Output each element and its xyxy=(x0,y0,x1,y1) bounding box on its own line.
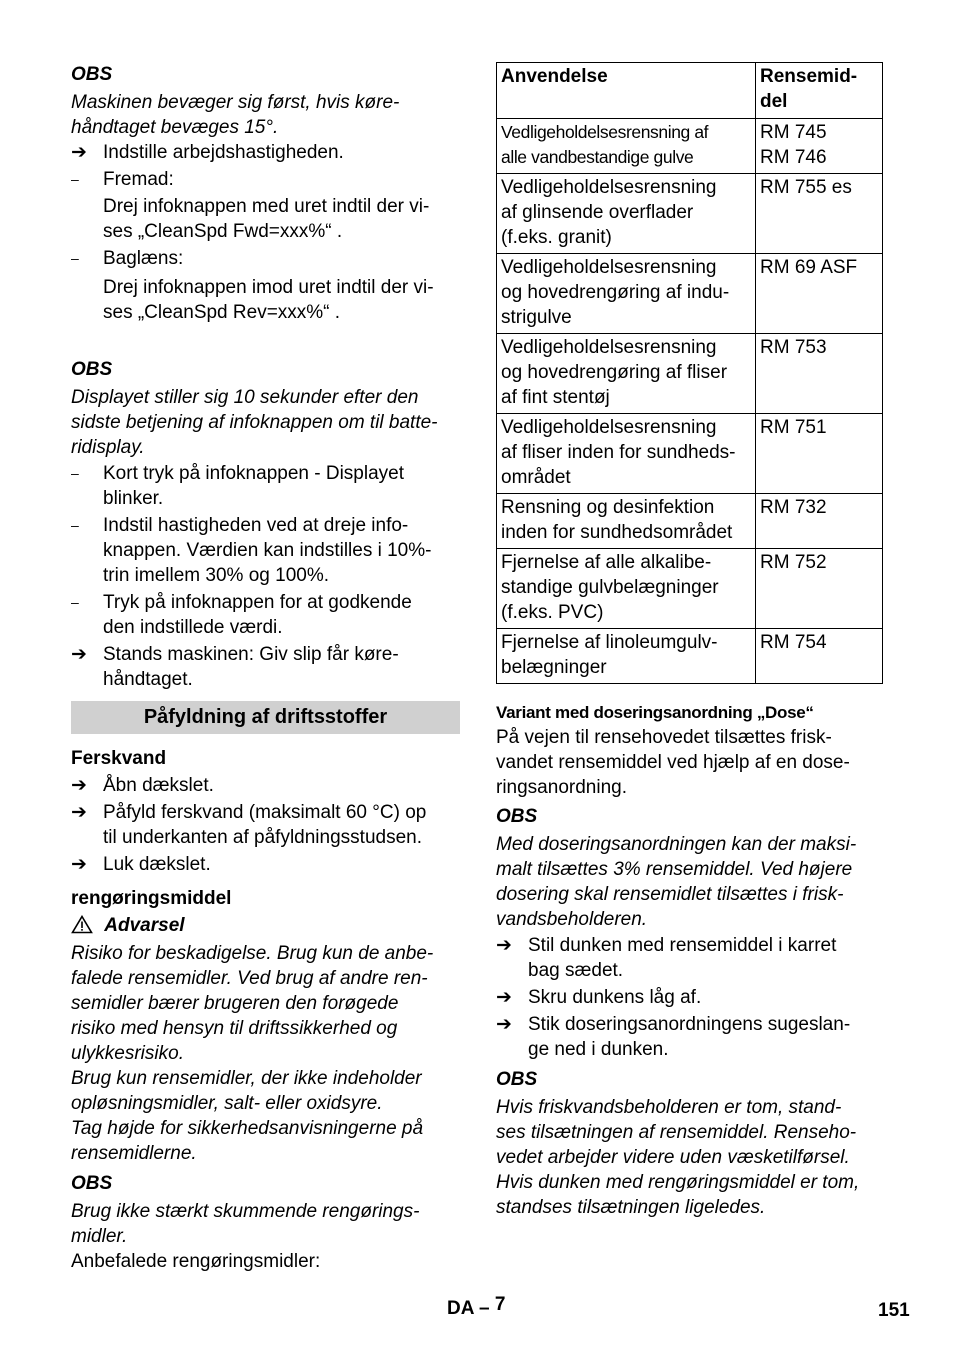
table-cell: Vedligeholdelsesrensning af alle vandbestandige gulve xyxy=(497,119,756,174)
step-item xyxy=(71,852,460,877)
table-cell: Vedligeholdelsesrensning af glinsende overflader (f.eks. granit) xyxy=(497,174,756,254)
recommended-text: Anbefalede rengøringsmidler: xyxy=(71,1251,321,1272)
arrow-right-icon: ➔ xyxy=(71,142,87,163)
variant-heading: Variant med doseringsanordning „Dose“ xyxy=(496,703,814,722)
arrow-right-icon: ➔ xyxy=(71,802,87,823)
table-cell: RM 69 ASF xyxy=(756,254,883,334)
reverse-text: Drej infoknappen imod uret indtil der vi- ses „CleanSpd Rev=xxx%“ . xyxy=(103,277,434,323)
warning-text: Brug kun rensemidler, der ikke indeholder opløsningsmidler, salt- eller oxidsyre. xyxy=(71,1068,422,1114)
dash-item xyxy=(71,167,460,192)
left-column xyxy=(71,62,460,1274)
step-text: Luk dækslet. xyxy=(103,854,211,875)
step-text: Påfyld ferskvand (maksimalt 60 °C) op til underkanten af påfyldningsstudsen. xyxy=(103,802,427,848)
arrow-right-icon: ➔ xyxy=(496,1014,512,1035)
forward-label: Fremad: xyxy=(103,169,174,190)
dash-text: Tryk på infoknappen for at godkende den indstillede værdi. xyxy=(103,592,412,638)
arrow-right-icon: ➔ xyxy=(71,775,87,796)
obs-label: OBS xyxy=(71,359,113,380)
table-row xyxy=(497,549,883,629)
step-item xyxy=(496,985,883,1010)
table-cell: RM 745 RM 746 xyxy=(756,119,883,174)
variant-text: På vejen til rensehovedet tilsættes frisk- vandet rensemiddel ved hjælp af en dose- ringsanordning. xyxy=(496,727,850,798)
table-header-cell: Anvendelse xyxy=(497,63,756,119)
arrow-right-icon: ➔ xyxy=(71,854,87,875)
dash-item xyxy=(71,513,460,588)
step-text: Stands maskinen: Giv slip får køre- håndtaget. xyxy=(103,644,399,690)
dash-bullet: – xyxy=(71,465,79,481)
obs-note: Displayet stiller sig 10 sekunder efter den sidste betjening af infoknappen om til batte- ridisplay. xyxy=(71,387,438,458)
obs-note: Med doseringsanordningen kan der maksi- malt tilsættes 3% rensemiddel. Ved højere dosering skal rensemidlet tilsættes i frisk- vandsbeholderen. xyxy=(496,834,857,930)
dash-bullet: – xyxy=(71,250,79,266)
table-row xyxy=(497,174,883,254)
warning-text: Risiko for beskadigelse. Brug kun de anbe- falede rensemidler. Ved brug af andre ren- semidler bærer brugeren den forøgede risiko med hensyn til driftssikkerhed og ulykkesrisiko. xyxy=(71,943,434,1064)
table-cell: RM 754 xyxy=(756,629,883,684)
obs-note: Brug ikke stærkt skummende rengørings- midler. xyxy=(71,1201,420,1247)
step-item xyxy=(71,800,460,850)
dash-text: Indstil hastigheden ved at dreje info- knappen. Værdien kan indstilles i 10%- trin imellem 30% og 100%. xyxy=(103,515,432,586)
obs-label: OBS xyxy=(496,1069,538,1090)
table-cell: RM 751 xyxy=(756,414,883,494)
footer-local-page: 7 xyxy=(494,1294,506,1315)
page-number: 151 xyxy=(878,1300,910,1321)
warning-text: Tag højde for sikkerhedsanvisningerne på rensemidlerne. xyxy=(71,1118,424,1164)
table-cell: Vedligeholdelsesrensning og hovedrengøring af fliser af fint stentøj xyxy=(497,334,756,414)
table-row xyxy=(497,334,883,414)
dash-item xyxy=(71,461,460,511)
step-item xyxy=(496,1012,883,1062)
step-item xyxy=(71,773,460,798)
obs-label: OBS xyxy=(496,806,538,827)
dash-bullet: – xyxy=(71,594,79,610)
step-item xyxy=(71,642,460,692)
table-row xyxy=(497,254,883,334)
table-cell: RM 732 xyxy=(756,494,883,549)
dash-bullet: – xyxy=(71,171,79,187)
warning-label: Advarsel xyxy=(104,915,185,936)
dash-item xyxy=(71,590,460,640)
cleaner-heading: rengøringsmiddel xyxy=(71,888,232,909)
step-item xyxy=(71,140,460,165)
ferskvand-heading: Ferskvand xyxy=(71,748,167,769)
step-text: Åbn dækslet. xyxy=(103,775,214,796)
cleaner-table xyxy=(496,62,883,684)
table-cell: Rensning og desinfektion inden for sundhedsområdet xyxy=(497,494,756,549)
warning-header xyxy=(71,913,460,938)
dash-item xyxy=(71,246,460,271)
obs-note: Hvis friskvandsbeholderen er tom, stand- ses tilsætningen af rensemiddel. Renseho- vedet arbejder videre uden væsketilførsel. Hvis dunken med rengøringsmiddel er tom, standses tilsætningen ligeledes. xyxy=(496,1097,860,1218)
table-row xyxy=(497,494,883,549)
right-column xyxy=(496,62,883,1220)
footer-section: DA xyxy=(447,1298,474,1319)
table-cell: Vedligeholdelsesrensning og hovedrengøring af indu- strigulve xyxy=(497,254,756,334)
arrow-right-icon: ➔ xyxy=(71,644,87,665)
step-text: Indstille arbejdshastigheden. xyxy=(103,142,344,163)
dash-bullet: – xyxy=(71,517,79,533)
table-row xyxy=(497,414,883,494)
table-row xyxy=(497,629,883,684)
reverse-label: Baglæns: xyxy=(103,248,184,269)
table-cell: RM 755 es xyxy=(756,174,883,254)
forward-text: Drej infoknappen med uret indtil der vi- ses „CleanSpd Fwd=xxx%“ . xyxy=(103,196,430,242)
dash-text: Kort tryk på infoknappen - Displayet blinker. xyxy=(103,463,404,509)
table-cell: Fjernelse af alle alkalibe- standige gulvbelægninger (f.eks. PVC) xyxy=(497,549,756,629)
page-footer-label: DA – 7 xyxy=(447,1294,506,1319)
step-text: Skru dunkens låg af. xyxy=(528,987,702,1008)
table-cell: RM 753 xyxy=(756,334,883,414)
warning-triangle-icon xyxy=(71,915,93,936)
step-text: Stik doseringsanordningens sugeslan- ge ned i dunken. xyxy=(528,1014,851,1060)
table-header-row xyxy=(497,63,883,119)
section-title: Påfyldning af driftsstoffer xyxy=(71,701,460,734)
step-text: Stil dunken med rensemiddel i karret bag sædet. xyxy=(528,935,837,981)
table-row xyxy=(497,119,883,174)
table-cell: RM 752 xyxy=(756,549,883,629)
arrow-right-icon: ➔ xyxy=(496,987,512,1008)
arrow-right-icon: ➔ xyxy=(496,935,512,956)
obs-label: OBS xyxy=(71,1173,113,1194)
table-cell: Vedligeholdelsesrensning af fliser inden for sundheds- området xyxy=(497,414,756,494)
step-item xyxy=(496,933,883,983)
table-header-cell: Rensemid- del xyxy=(756,63,883,119)
obs-label: OBS xyxy=(71,64,113,85)
table-cell: Fjernelse af linoleumgulv- belægninger xyxy=(497,629,756,684)
obs-note: Maskinen bevæger sig først, hvis køre- håndtaget bevæges 15°. xyxy=(71,92,400,138)
